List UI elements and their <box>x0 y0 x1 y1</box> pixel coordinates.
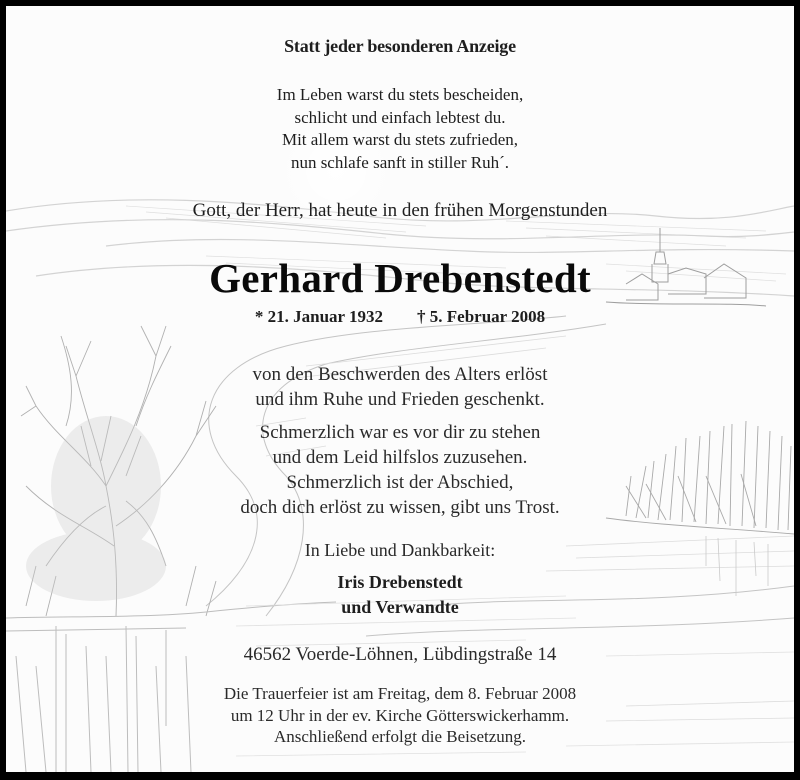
text-line: Schmerzlich war es vor dir zu stehen <box>259 422 541 443</box>
deceased-name: Gerhard Drebenstedt <box>209 255 591 301</box>
service-info <box>6 683 794 748</box>
service-line: Die Trauerfeier ist am Freitag, dem 8. Februar 2008 <box>223 684 577 703</box>
text-line: Schmerzlich ist der Abschied, <box>286 472 514 493</box>
life-dates <box>6 307 794 327</box>
death-date: † 5. Februar 2008 <box>417 307 546 326</box>
thanks-line: In Liebe und Dankbarkeit: <box>304 540 496 560</box>
mourner-name: und Verwandte <box>341 597 459 617</box>
text-line: von den Beschwerden des Alters erlöst <box>252 364 548 385</box>
text-line: und ihm Ruhe und Frieden geschenkt. <box>255 389 545 410</box>
grief-text <box>6 420 794 520</box>
mourner-name: Iris Drebenstedt <box>337 572 463 592</box>
text-line: doch dich erlöst zu wissen, gibt uns Trost. <box>240 497 560 518</box>
service-line: Anschließend erfolgt die Beisetzung. <box>273 727 527 746</box>
poem-line: nun schlafe sanft in stiller Ruh´. <box>290 152 510 172</box>
poem-line: Mit allem warst du stets zufrieden, <box>281 130 519 149</box>
poem-line: Im Leben warst du stets bescheiden, <box>276 85 524 104</box>
notice-heading: Statt jeder besonderen Anzeige <box>284 36 516 56</box>
relief-text <box>6 362 794 412</box>
mourners <box>6 570 794 620</box>
birth-date: * 21. Januar 1932 <box>254 307 384 326</box>
poem-line: schlicht und einfach lebtest du. <box>294 107 506 127</box>
intro-text: Gott, der Herr, hat heute in den frühen Morgenstunden <box>192 200 608 221</box>
obituary-notice <box>6 6 794 772</box>
poem <box>6 84 794 174</box>
address: 46562 Voerde-Löhnen, Lübdingstraße 14 <box>243 644 557 665</box>
text-line: und dem Leid hilfslos zuzusehen. <box>272 447 528 468</box>
service-line: um 12 Uhr in der ev. Kirche Götterswickerhamm. <box>230 705 570 725</box>
notice-text <box>6 6 794 772</box>
